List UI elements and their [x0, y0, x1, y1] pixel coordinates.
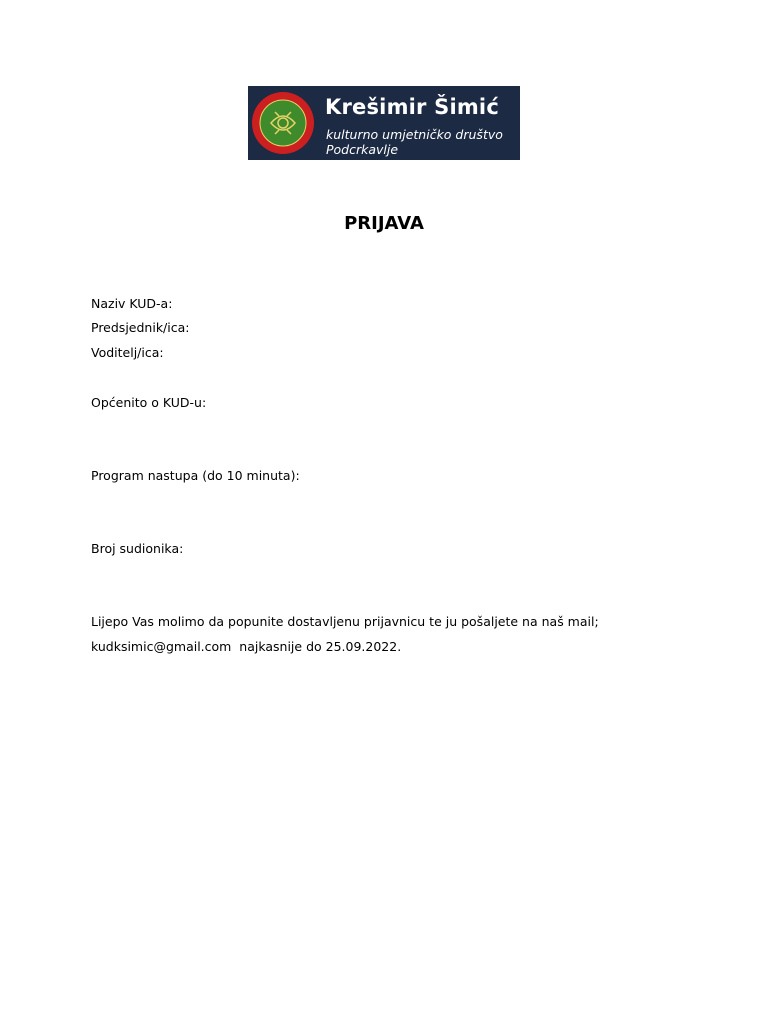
field-president: Predsjednik/ica: [91, 320, 190, 335]
field-program: Program nastupa (do 10 minuta): [91, 468, 300, 483]
logo-location: Podcrkavlje [326, 142, 399, 157]
field-club-name: Naziv KUD-a: [91, 296, 173, 311]
society-emblem-icon [251, 90, 315, 156]
document-title: PRIJAVA [344, 213, 424, 234]
logo-title: Krešimir Šimić [325, 95, 499, 119]
field-general-info: Općenito o KUD-u: [91, 395, 207, 410]
closing-contact: kudksimic@gmail.com najkasnije do 25.09.2022. [91, 639, 402, 654]
field-leader: Voditelj/ica: [91, 345, 164, 360]
logo-subtitle: kulturno umjetničko društvo [326, 127, 503, 142]
field-participants: Broj sudionika: [91, 541, 184, 556]
society-logo [248, 86, 520, 160]
closing-request: Lijepo Vas molimo da popunite dostavljenu prijavnicu te ju pošaljete na naš mail; [91, 614, 599, 629]
